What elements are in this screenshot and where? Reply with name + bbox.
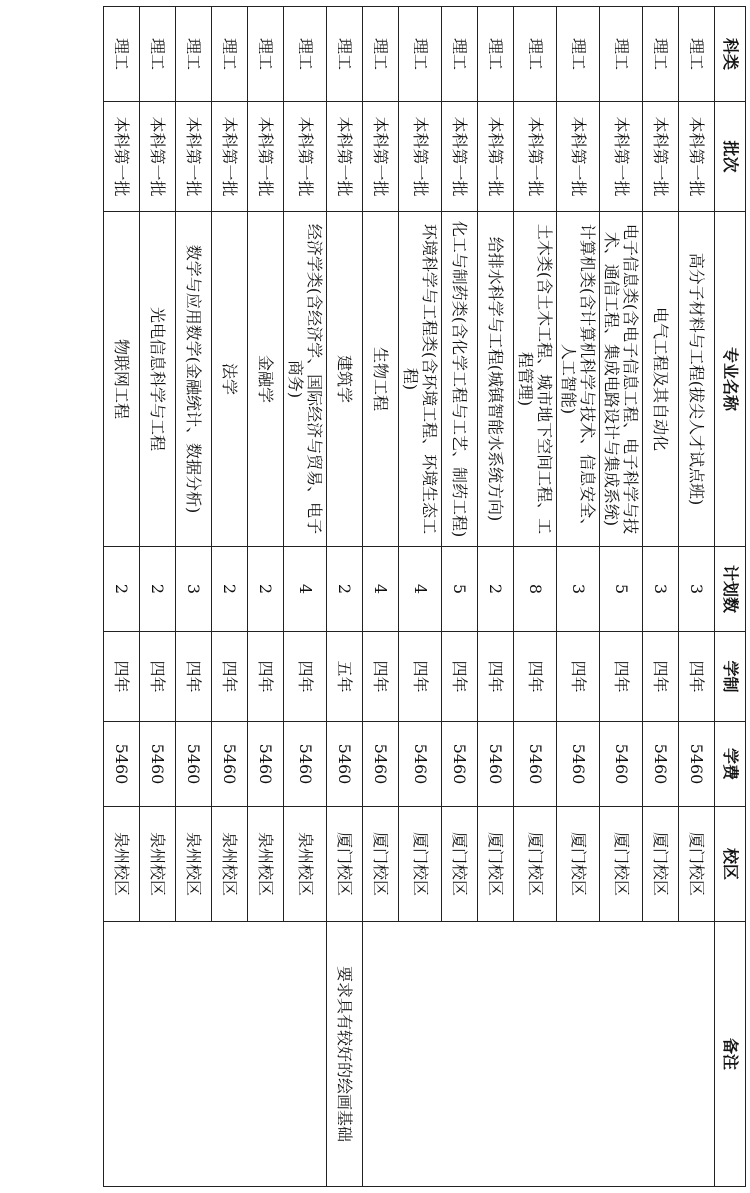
- cell-fee: 5460: [176, 722, 212, 807]
- cell-major: 环境科学与工程类(含环境工程、环境生态工程): [399, 212, 442, 547]
- cell-plan: 2: [140, 547, 176, 632]
- cell-campus: 厦门校区: [363, 807, 399, 922]
- cell-major: 物联网工程: [104, 212, 140, 547]
- cell-fee: 5460: [327, 722, 363, 807]
- cell-campus: 厦门校区: [643, 807, 679, 922]
- cell-category: 理工: [600, 7, 643, 102]
- cell-category: 理工: [679, 7, 715, 102]
- cell-duration: 四年: [643, 632, 679, 722]
- cell-batch: 本科第一批: [212, 102, 248, 212]
- cell-category: 理工: [104, 7, 140, 102]
- cell-major: 经济学类(含经济学、国际经济与贸易、电子商务): [284, 212, 327, 547]
- cell-fee: 5460: [679, 722, 715, 807]
- cell-major: 电子信息类(含电子信息工程、电子科学与技术、通信工程、集成电路设计与集成系统): [600, 212, 643, 547]
- cell-duration: 四年: [104, 632, 140, 722]
- cell-duration: 四年: [442, 632, 478, 722]
- cell-duration: 四年: [363, 632, 399, 722]
- header-duration: 学制: [715, 632, 746, 722]
- cell-batch: 本科第一批: [442, 102, 478, 212]
- table-row: [327, 7, 363, 1187]
- cell-plan: 3: [679, 547, 715, 632]
- cell-category: 理工: [363, 7, 399, 102]
- cell-duration: 四年: [557, 632, 600, 722]
- cell-campus: 泉州校区: [212, 807, 248, 922]
- cell-major: 土木类(含土木工程、城市地下空间工程、工程管理): [514, 212, 557, 547]
- cell-major: 生物工程: [363, 212, 399, 547]
- cell-batch: 本科第一批: [679, 102, 715, 212]
- cell-note: 要求具有较好的绘画基础: [327, 922, 363, 1187]
- cell-note: [104, 922, 327, 1187]
- cell-plan: 4: [363, 547, 399, 632]
- cell-duration: 四年: [600, 632, 643, 722]
- cell-batch: 本科第一批: [557, 102, 600, 212]
- cell-category: 理工: [140, 7, 176, 102]
- cell-plan: 4: [284, 547, 327, 632]
- cell-plan: 8: [514, 547, 557, 632]
- cell-plan: 3: [557, 547, 600, 632]
- cell-duration: 四年: [679, 632, 715, 722]
- cell-duration: 四年: [212, 632, 248, 722]
- cell-batch: 本科第一批: [284, 102, 327, 212]
- cell-plan: 2: [212, 547, 248, 632]
- cell-fee: 5460: [600, 722, 643, 807]
- cell-plan: 2: [327, 547, 363, 632]
- cell-fee: 5460: [643, 722, 679, 807]
- cell-duration: 四年: [478, 632, 514, 722]
- header-batch: 批次: [715, 102, 746, 212]
- admission-plan-table: [103, 6, 746, 1187]
- cell-major: 建筑学: [327, 212, 363, 547]
- cell-category: 理工: [478, 7, 514, 102]
- cell-fee: 5460: [104, 722, 140, 807]
- cell-fee: 5460: [442, 722, 478, 807]
- cell-campus: 泉州校区: [284, 807, 327, 922]
- cell-major: 数学与应用数学(金融统计、数据分析): [176, 212, 212, 547]
- cell-major: 电气工程及其自动化: [643, 212, 679, 547]
- cell-category: 理工: [643, 7, 679, 102]
- cell-duration: 四年: [399, 632, 442, 722]
- header-plan: 计划数: [715, 547, 746, 632]
- cell-campus: 厦门校区: [442, 807, 478, 922]
- cell-batch: 本科第一批: [248, 102, 284, 212]
- cell-category: 理工: [557, 7, 600, 102]
- header-note: 备注: [715, 922, 746, 1187]
- cell-campus: 泉州校区: [140, 807, 176, 922]
- cell-plan: 5: [442, 547, 478, 632]
- cell-duration: 四年: [176, 632, 212, 722]
- cell-major: 金融学: [248, 212, 284, 547]
- cell-batch: 本科第一批: [643, 102, 679, 212]
- cell-plan: 2: [248, 547, 284, 632]
- cell-plan: 4: [399, 547, 442, 632]
- cell-fee: 5460: [478, 722, 514, 807]
- cell-campus: 厦门校区: [600, 807, 643, 922]
- cell-campus: 厦门校区: [679, 807, 715, 922]
- cell-batch: 本科第一批: [478, 102, 514, 212]
- cell-fee: 5460: [557, 722, 600, 807]
- cell-plan: 2: [104, 547, 140, 632]
- cell-batch: 本科第一批: [600, 102, 643, 212]
- cell-plan: 2: [478, 547, 514, 632]
- cell-category: 理工: [514, 7, 557, 102]
- cell-duration: 四年: [140, 632, 176, 722]
- cell-note: [363, 922, 715, 1187]
- cell-fee: 5460: [399, 722, 442, 807]
- cell-batch: 本科第一批: [399, 102, 442, 212]
- table-row: [679, 7, 715, 1187]
- cell-category: 理工: [327, 7, 363, 102]
- cell-campus: 泉州校区: [176, 807, 212, 922]
- table-row: [284, 7, 327, 1187]
- cell-campus: 泉州校区: [104, 807, 140, 922]
- cell-major: 计算机类(含计算机科学与技术、信息安全、人工智能): [557, 212, 600, 547]
- header-fee: 学费: [715, 722, 746, 807]
- cell-campus: 厦门校区: [327, 807, 363, 922]
- cell-duration: 四年: [284, 632, 327, 722]
- cell-duration: 五年: [327, 632, 363, 722]
- cell-batch: 本科第一批: [363, 102, 399, 212]
- header-category: 科类: [715, 7, 746, 102]
- cell-major: 化工与制药类(含化学工程与工艺、制药工程): [442, 212, 478, 547]
- cell-duration: 四年: [248, 632, 284, 722]
- cell-batch: 本科第一批: [176, 102, 212, 212]
- cell-category: 理工: [176, 7, 212, 102]
- cell-fee: 5460: [363, 722, 399, 807]
- header-campus: 校区: [715, 807, 746, 922]
- cell-category: 理工: [284, 7, 327, 102]
- table-header-row: [715, 7, 746, 1187]
- cell-campus: 厦门校区: [478, 807, 514, 922]
- cell-batch: 本科第一批: [104, 102, 140, 212]
- cell-category: 理工: [248, 7, 284, 102]
- cell-plan: 5: [600, 547, 643, 632]
- cell-major: 光电信息科学与工程: [140, 212, 176, 547]
- cell-plan: 3: [176, 547, 212, 632]
- cell-category: 理工: [442, 7, 478, 102]
- cell-category: 理工: [212, 7, 248, 102]
- cell-major: 高分子材料与工程(拔尖人才试点班): [679, 212, 715, 547]
- cell-fee: 5460: [140, 722, 176, 807]
- cell-campus: 厦门校区: [557, 807, 600, 922]
- cell-batch: 本科第一批: [327, 102, 363, 212]
- cell-batch: 本科第一批: [514, 102, 557, 212]
- cell-plan: 3: [643, 547, 679, 632]
- cell-category: 理工: [399, 7, 442, 102]
- cell-fee: 5460: [514, 722, 557, 807]
- cell-major: 法学: [212, 212, 248, 547]
- cell-major: 给排水科学与工程(城镇智能水系统方向): [478, 212, 514, 547]
- cell-campus: 泉州校区: [248, 807, 284, 922]
- cell-duration: 四年: [514, 632, 557, 722]
- cell-campus: 厦门校区: [399, 807, 442, 922]
- cell-campus: 厦门校区: [514, 807, 557, 922]
- cell-fee: 5460: [248, 722, 284, 807]
- header-major: 专业名称: [715, 212, 746, 547]
- cell-fee: 5460: [212, 722, 248, 807]
- cell-fee: 5460: [284, 722, 327, 807]
- cell-batch: 本科第一批: [140, 102, 176, 212]
